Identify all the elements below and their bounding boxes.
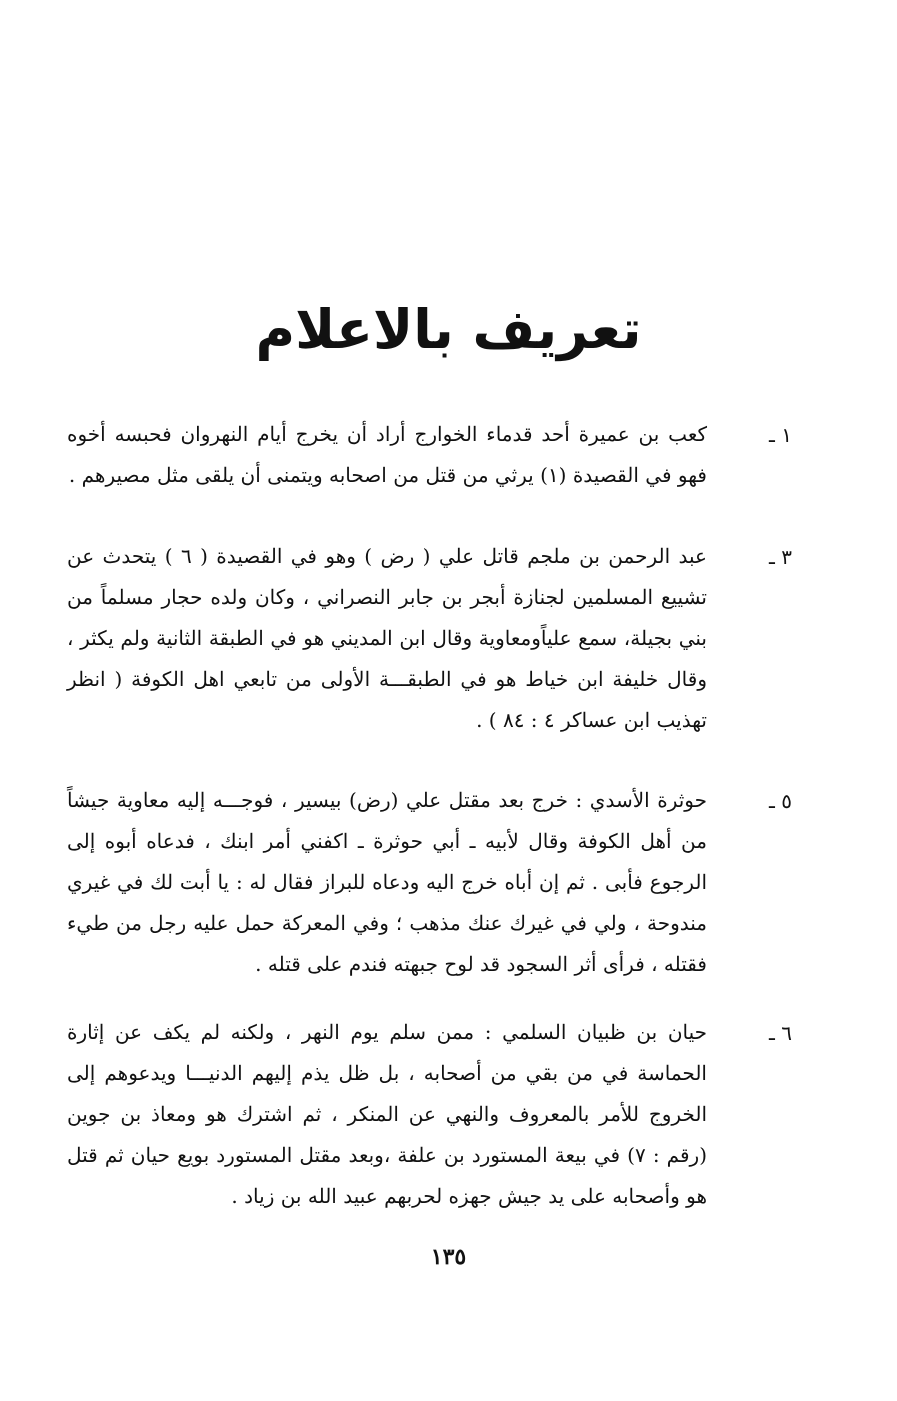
entry-text: حوثرة الأسدي : خرج بعد مقتل علي (رض) بيسير ، فوجـــه إليه معاوية جيشاً من أهل الكوفة وقال لأبيه ـ أبي حوثرة ـ اكفني أمر ابنك ، فدعاه أبوه إلى الرجوع فأبى . ثم إن أباه خرج اليه ودعاه للبراز فقال له : يا أبت لك في غيري مندوحة ، ولي في غيرك عنك مذهب ؛ وفي المعركة حمل عليه رجل من طيء فقتله ، فرأى أثر السجود قد لوح جبهته فندم على قتله . (67, 788, 707, 976)
entry-number: ٥ ـ (769, 789, 792, 813)
entry-number: ٦ ـ (769, 1021, 792, 1045)
page-number: ١٣٥ (430, 1244, 467, 1270)
entry-number: ١ ـ (769, 423, 792, 447)
entry-text: عبد الرحمن بن ملجم قاتل علي ( رض ) وهو في القصيدة ( ٦ ) يتحدث عن تشييع المسلمين لجنازة أبجر بن جابر النصراني ، وكان ولده حجار مسلماً من بني بجيلة، سمع علياًومعاوية وقال ابن المديني هو في الطبقة الثانية ولم يكثر ، وقال خليفة ابن خياط هو في الطبقـــة الأولى من تابعي اهل الكوفة ( انظر تهذيب ابن عساكر ٤ : ٨٤ ) . (67, 544, 707, 732)
entry-text: كعب بن عميرة أحد قدماء الخوارج أراد أن يخرج أيام النهروان فحبسه أخوه فهو في القصيدة (١) يرثي من قتل من اصحابه ويتمنى أن يلقى مثل مصيرهم . (67, 422, 707, 487)
entry-number: ٣ ـ (769, 545, 792, 569)
entry-text: حيان بن ظبيان السلمي : ممن سلم يوم النهر ، ولكنه لم يكف عن إثارة الحماسة في من بقي من أصحابه ، بل ظل يذم إليهم الدنيـــا ويدعوهم إلى الخروج للأمر بالمعروف والنهي عن المنكر ، ثم اشترك هو ومعاذ بن جوين (رقم : ٧) في بيعة المستورد بن علفة ،وبعد مقتل المستورد بويع حيان ثم قتل هو وأصحابه على يد جيش جهزه لحربهم عبيد الله بن زياد . (67, 1020, 707, 1208)
page-title: تعريف بالاعلام (255, 298, 642, 361)
